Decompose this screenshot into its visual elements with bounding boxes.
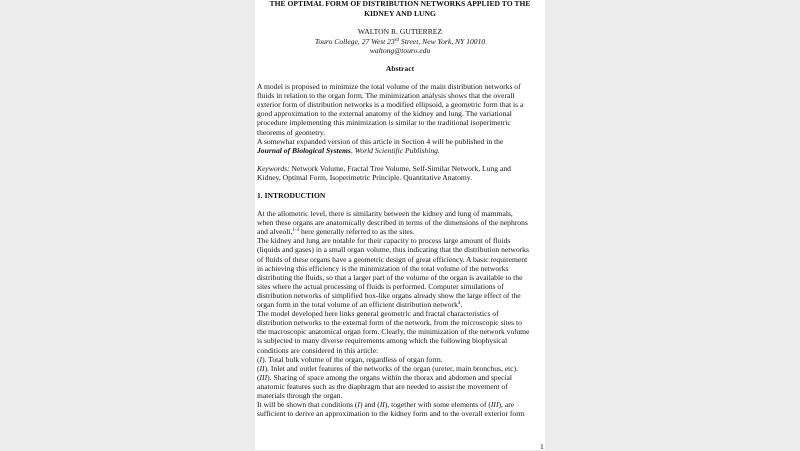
text-run: The model developed here links general geometric and fractal characteristics of [257,309,499,319]
paragraph-line [257,391,342,400]
text-run: Network Volume, Fractal Tree Volume, Self-Similar Network, Lung and [289,164,511,173]
paragraph-line [257,355,443,364]
text-run: distributing the fluids, so that a larger part of the volume of the organ is available to the [257,272,523,282]
text-run: ) and ( [359,400,380,410]
author: WALTON R. GUTIERREZ [357,27,443,36]
paragraph-line [257,373,512,382]
paragraph-line [257,300,462,309]
abstract-line [257,137,503,146]
paragraph-line [257,218,528,227]
text-run: It will be shown that conditions ( [257,400,358,410]
paragraph-line [257,209,513,218]
document-page [255,0,545,450]
text-run: 1-3 [292,228,300,234]
email: waltong@touro.edu [369,46,431,55]
text-run: conditions are considered in this article: [257,345,379,355]
text-run: II [259,363,265,373]
text-run: theorems of geometry. [257,127,326,137]
title-line-2: KIDNEY AND LUNG [364,9,436,18]
text-run: Keywords: [257,164,290,173]
text-run: distribution networks of simplified box-like organs already show the large effect of the [257,290,521,300]
text-run: ), are [498,400,515,410]
paragraph-line [257,382,508,391]
text-run: materials through the organ. [257,391,343,400]
text-run: exterior form of distribution networks is a modified ellipsoid, a geometric form that is a [257,100,524,110]
paragraph-line [257,236,510,245]
text-run: ( [257,354,260,364]
paragraph-line [257,336,507,345]
text-run: A somewhat expanded version of this article in Section 4 will be published in the [257,136,504,146]
paragraph-line [257,309,499,318]
text-run: , World Scientific Publishing. [350,145,440,155]
text-run: is subjected to many diverse requirements among which the following biophysical [257,336,508,346]
text-run: sites where the actual processing of fluids is performed. Computer simulations of [257,281,504,291]
text-run: in achieving this efficiency is the minimization of the total volume of the networks [257,263,509,273]
text-run: Journal of Biological Systems [257,145,351,155]
page-number: 1 [540,442,544,451]
text-run: procedure implementing this minimization is similar to the traditional isoperimetric [257,118,511,128]
text-run: fluids in relation to the organ form. The minimization analysis shows that the overall [257,91,515,101]
text-run: I [357,400,360,410]
text-run: A model is proposed to minimize the total volume of the main distribution networks of [257,82,521,91]
text-run: ). Inlet and outlet features of the networks of the organ (ureter, main bronchus, etc). [264,363,519,373]
abstract-line [257,128,325,137]
text-run: ( [257,372,260,382]
text-run: rd [394,38,400,43]
text-run: (liquids and gases) in a small organ volume, thus indicating that the distribution networks [257,245,529,255]
paragraph-line [257,346,378,355]
text-run: the macroscopic anatomical organ form. Clearly, the minimization of the network volume [257,327,530,337]
paragraph-line [257,273,522,282]
text-run: Street, New York, NY 10010 [399,37,486,46]
paragraph-line [257,400,514,409]
abstract-line [257,118,511,127]
paragraph-line [257,264,508,273]
text-run: when these organs are anatomically described in terms of the dimensions of the nephrons [257,218,528,228]
paragraph-line [257,245,529,254]
text-run: anatomic features such as the diaphragm that are needed to assist the movement of [257,381,508,391]
text-run: of fluids of these organs have a geometric design of great efficiency. A basic requirement [257,254,528,264]
text-run: ). Total bulk volume of the organ, regardless of organ form. [262,354,443,364]
text-run: and alveoli, [257,227,293,237]
paragraph-line [257,364,518,373]
keywords-line [257,173,472,182]
title-line-1: THE OPTIMAL FORM OF DISTRIBUTION NETWORKS APPLIED TO THE [269,0,531,8]
abstract-heading: Abstract [385,64,415,73]
text-run: good approximation to the external anatomy of the kidney and lung. The variational [257,109,512,119]
paragraph-line [257,255,527,264]
paragraph-line [257,409,525,418]
paragraph-line [257,318,522,327]
text-run: At the allometric level, there is similarity between the kidney and lung of mammals, [257,209,513,218]
affiliation [255,37,545,46]
text-run: ), together with some elements of ( [384,400,491,410]
text-run: distribution networks to the external form of the network, from the microscopic sites to [257,318,522,328]
text-run: . [460,300,463,309]
text-run: II [379,400,385,410]
text-run: organ form in the total volume of an efficient distribution network [257,300,458,309]
text-run: Touro College, 27 West 23 [314,37,395,46]
section-heading: 1. INTRODUCTION [257,191,326,200]
text-run: ( [257,363,260,373]
text-run: Kidney, Optimal Form, Isoperimetric Principle. Quantitative Anatomy. [257,173,472,183]
keywords-line [257,164,511,173]
paragraph-line [257,291,521,300]
abstract-line [257,91,514,100]
abstract-line [257,109,512,118]
text-run: I [259,354,263,364]
text-run: ). Sharing of space among the organs within the thorax and abdomen and special [267,372,513,382]
text-run: sufficient to derive an approximation to the kidney form and to the overall exterior form [257,409,525,419]
text-run: III [490,400,499,410]
abstract-line [257,82,521,91]
abstract-line [257,146,440,155]
text-run: III [259,372,268,382]
text-run: The kidney and lung are notable for their capacity to process large amount of fluids [257,236,511,246]
text-run: here generally referred to as the sites. [299,227,415,237]
text-run: 4 [457,301,461,306]
paragraph-line [257,282,504,291]
paragraph-line [257,327,529,336]
abstract-line [257,100,523,109]
paragraph-line [257,227,415,236]
